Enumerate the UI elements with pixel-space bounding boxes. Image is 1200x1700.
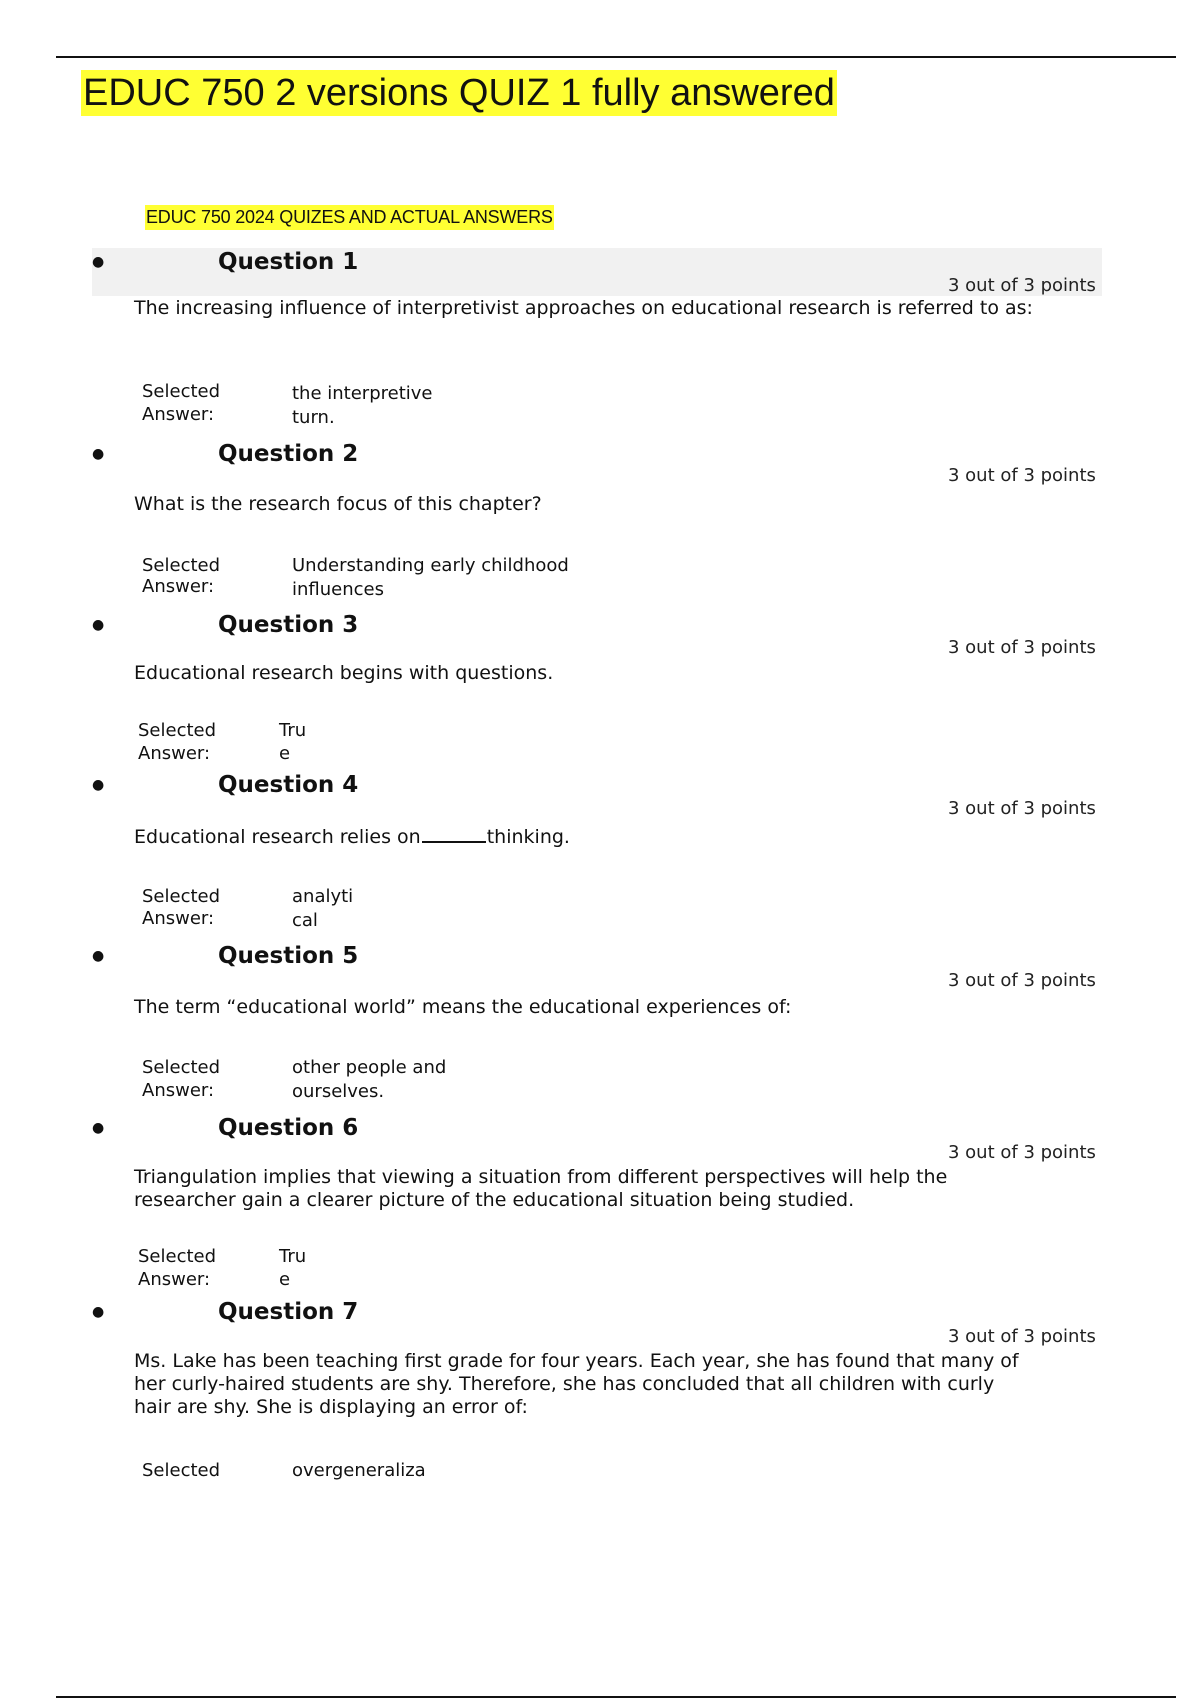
question-3-points: 3 out of 3 points: [948, 637, 1096, 658]
question-title: Question 6: [218, 1115, 359, 1141]
question-6-points: 3 out of 3 points: [948, 1142, 1096, 1163]
selected-label: Selected: [142, 381, 221, 402]
question-title: Question 3: [218, 612, 359, 638]
question-7-points: 3 out of 3 points: [948, 1326, 1096, 1347]
question-2-text: What is the research focus of this chapter?: [134, 493, 542, 515]
bullet-icon: ●: [92, 617, 105, 633]
question-7-answer-line-1: overgeneraliza: [292, 1460, 426, 1481]
question-4-text-before: Educational research relies on: [134, 826, 421, 848]
selected-label: Selected: [142, 1057, 221, 1078]
document-title: EDUC 750 2 versions QUIZ 1 fully answered: [83, 72, 835, 114]
document-subtitle: EDUC 750 2024 QUIZES AND ACTUAL ANSWERS: [145, 205, 554, 230]
question-title: Question 4: [218, 772, 359, 798]
answer-label: Answer:: [142, 404, 215, 425]
bullet-icon: ●: [92, 777, 105, 793]
question-1-answer-line-1: the interpretive: [292, 383, 433, 404]
bullet-icon: ●: [92, 446, 105, 462]
question-2-answer-line-2: influences: [292, 579, 384, 600]
question-title: Question 5: [218, 943, 359, 969]
question-3-answer-line-2: e: [279, 743, 291, 764]
question-title: Question 1: [218, 249, 359, 275]
answer-label: Answer:: [142, 576, 215, 597]
question-4-text: [134, 824, 1034, 849]
question-title: Question 7: [218, 1299, 359, 1325]
question-4-answer-line-1: analyti: [292, 886, 354, 907]
question-6-answer-line-1: Tru: [279, 1246, 307, 1267]
top-rule: [56, 56, 1176, 58]
question-3-text: Educational research begins with questions.: [134, 662, 554, 684]
selected-label: Selected: [138, 720, 217, 741]
question-5-answer-line-1: other people and: [292, 1057, 447, 1078]
question-1-text: The increasing influence of interpretivist approaches on educational research is referred to as:: [134, 297, 1033, 319]
bullet-icon: ●: [92, 1120, 105, 1136]
bullet-icon: ●: [92, 254, 105, 270]
question-4-text-after: thinking.: [486, 826, 570, 848]
answer-label: Answer:: [138, 743, 211, 764]
answer-label: Answer:: [138, 1269, 211, 1290]
question-1-answer-line-2: turn.: [292, 407, 335, 428]
question-3-answer-line-1: Tru: [279, 720, 307, 741]
question-5-text: The term “educational world” means the educational experiences of:: [134, 996, 792, 1018]
bullet-icon: ●: [92, 948, 105, 964]
question-6-answer-line-2: e: [279, 1269, 291, 1290]
question-2-points: 3 out of 3 points: [948, 465, 1096, 486]
question-5-points: 3 out of 3 points: [948, 970, 1096, 991]
answer-label: Answer:: [142, 908, 215, 929]
fill-in-blank: [422, 824, 486, 843]
bottom-rule: [56, 1696, 1176, 1698]
selected-label: Selected: [142, 1460, 221, 1481]
question-2-answer-line-1: Understanding early childhood: [292, 555, 569, 576]
question-6-text: Triangulation implies that viewing a situation from different perspectives will help the researcher gain a clearer picture of the educational situation being studied.: [134, 1166, 948, 1211]
question-title: Question 2: [218, 441, 359, 467]
question-4-points: 3 out of 3 points: [948, 798, 1096, 819]
selected-label: Selected: [138, 1246, 217, 1267]
question-5-answer-line-2: ourselves.: [292, 1081, 385, 1102]
selected-label: Selected: [142, 555, 221, 576]
selected-label: Selected: [142, 886, 221, 907]
question-7-text: Ms. Lake has been teaching first grade for four years. Each year, she has found that many of her curly-haired students are shy. Therefore, she has concluded that all children with curly hair are shy. She is displaying an error of:: [134, 1350, 1019, 1418]
bullet-icon: ●: [92, 1304, 105, 1320]
question-1-points: 3 out of 3 points: [948, 275, 1096, 296]
answer-label: Answer:: [142, 1080, 215, 1101]
question-4-answer-line-2: cal: [292, 910, 318, 931]
